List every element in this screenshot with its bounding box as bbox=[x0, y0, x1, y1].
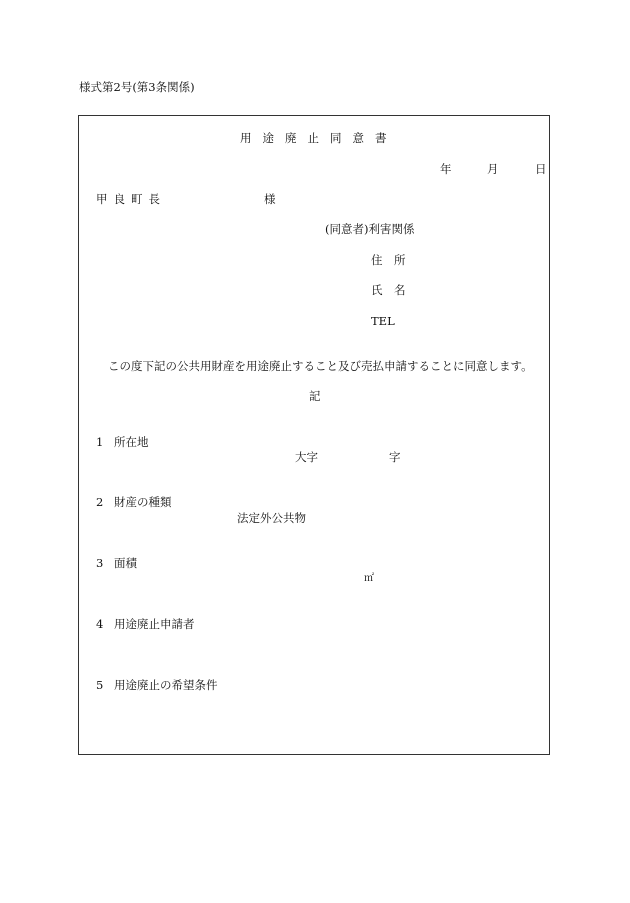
consenter-heading: (同意者)利害関係 bbox=[325, 222, 415, 236]
property-type-value: 法定外公共物 bbox=[237, 511, 306, 525]
consenter-tel-label: TEL bbox=[371, 314, 395, 328]
item-4-label: 用途廃止申請者 bbox=[114, 617, 195, 631]
item-3-number: 3 bbox=[96, 556, 104, 570]
location-aza: 字 bbox=[389, 450, 401, 464]
ki-heading: 記 bbox=[309, 389, 321, 403]
item-5-number: 5 bbox=[96, 678, 104, 692]
item-3-label: 面積 bbox=[114, 556, 137, 570]
date-month: 月 bbox=[487, 162, 499, 176]
item-5-label: 用途廃止の希望条件 bbox=[114, 678, 218, 692]
item-4-number: 4 bbox=[96, 617, 104, 631]
consenter-name-label: 氏 名 bbox=[371, 283, 406, 297]
area-unit: ㎡ bbox=[364, 573, 374, 584]
consenter-address-label: 住 所 bbox=[371, 253, 406, 267]
item-2-number: 2 bbox=[96, 495, 104, 509]
date-day: 日 bbox=[535, 162, 547, 176]
consent-statement: この度下記の公共用財産を用途廃止すること及び売払申請することに同意します。 bbox=[108, 359, 533, 373]
form-number: 様式第2号(第3条関係) bbox=[79, 80, 195, 94]
date-year: 年 bbox=[440, 162, 452, 176]
document-title: 用途廃止同意書 bbox=[240, 131, 398, 145]
item-1-number: 1 bbox=[96, 435, 104, 449]
item-1-label: 所在地 bbox=[114, 435, 149, 449]
location-oaza: 大字 bbox=[295, 450, 318, 464]
addressee-name: 甲良町長 bbox=[96, 192, 166, 206]
addressee-honorific: 様 bbox=[264, 192, 276, 206]
item-2-label: 財産の種類 bbox=[114, 495, 172, 509]
